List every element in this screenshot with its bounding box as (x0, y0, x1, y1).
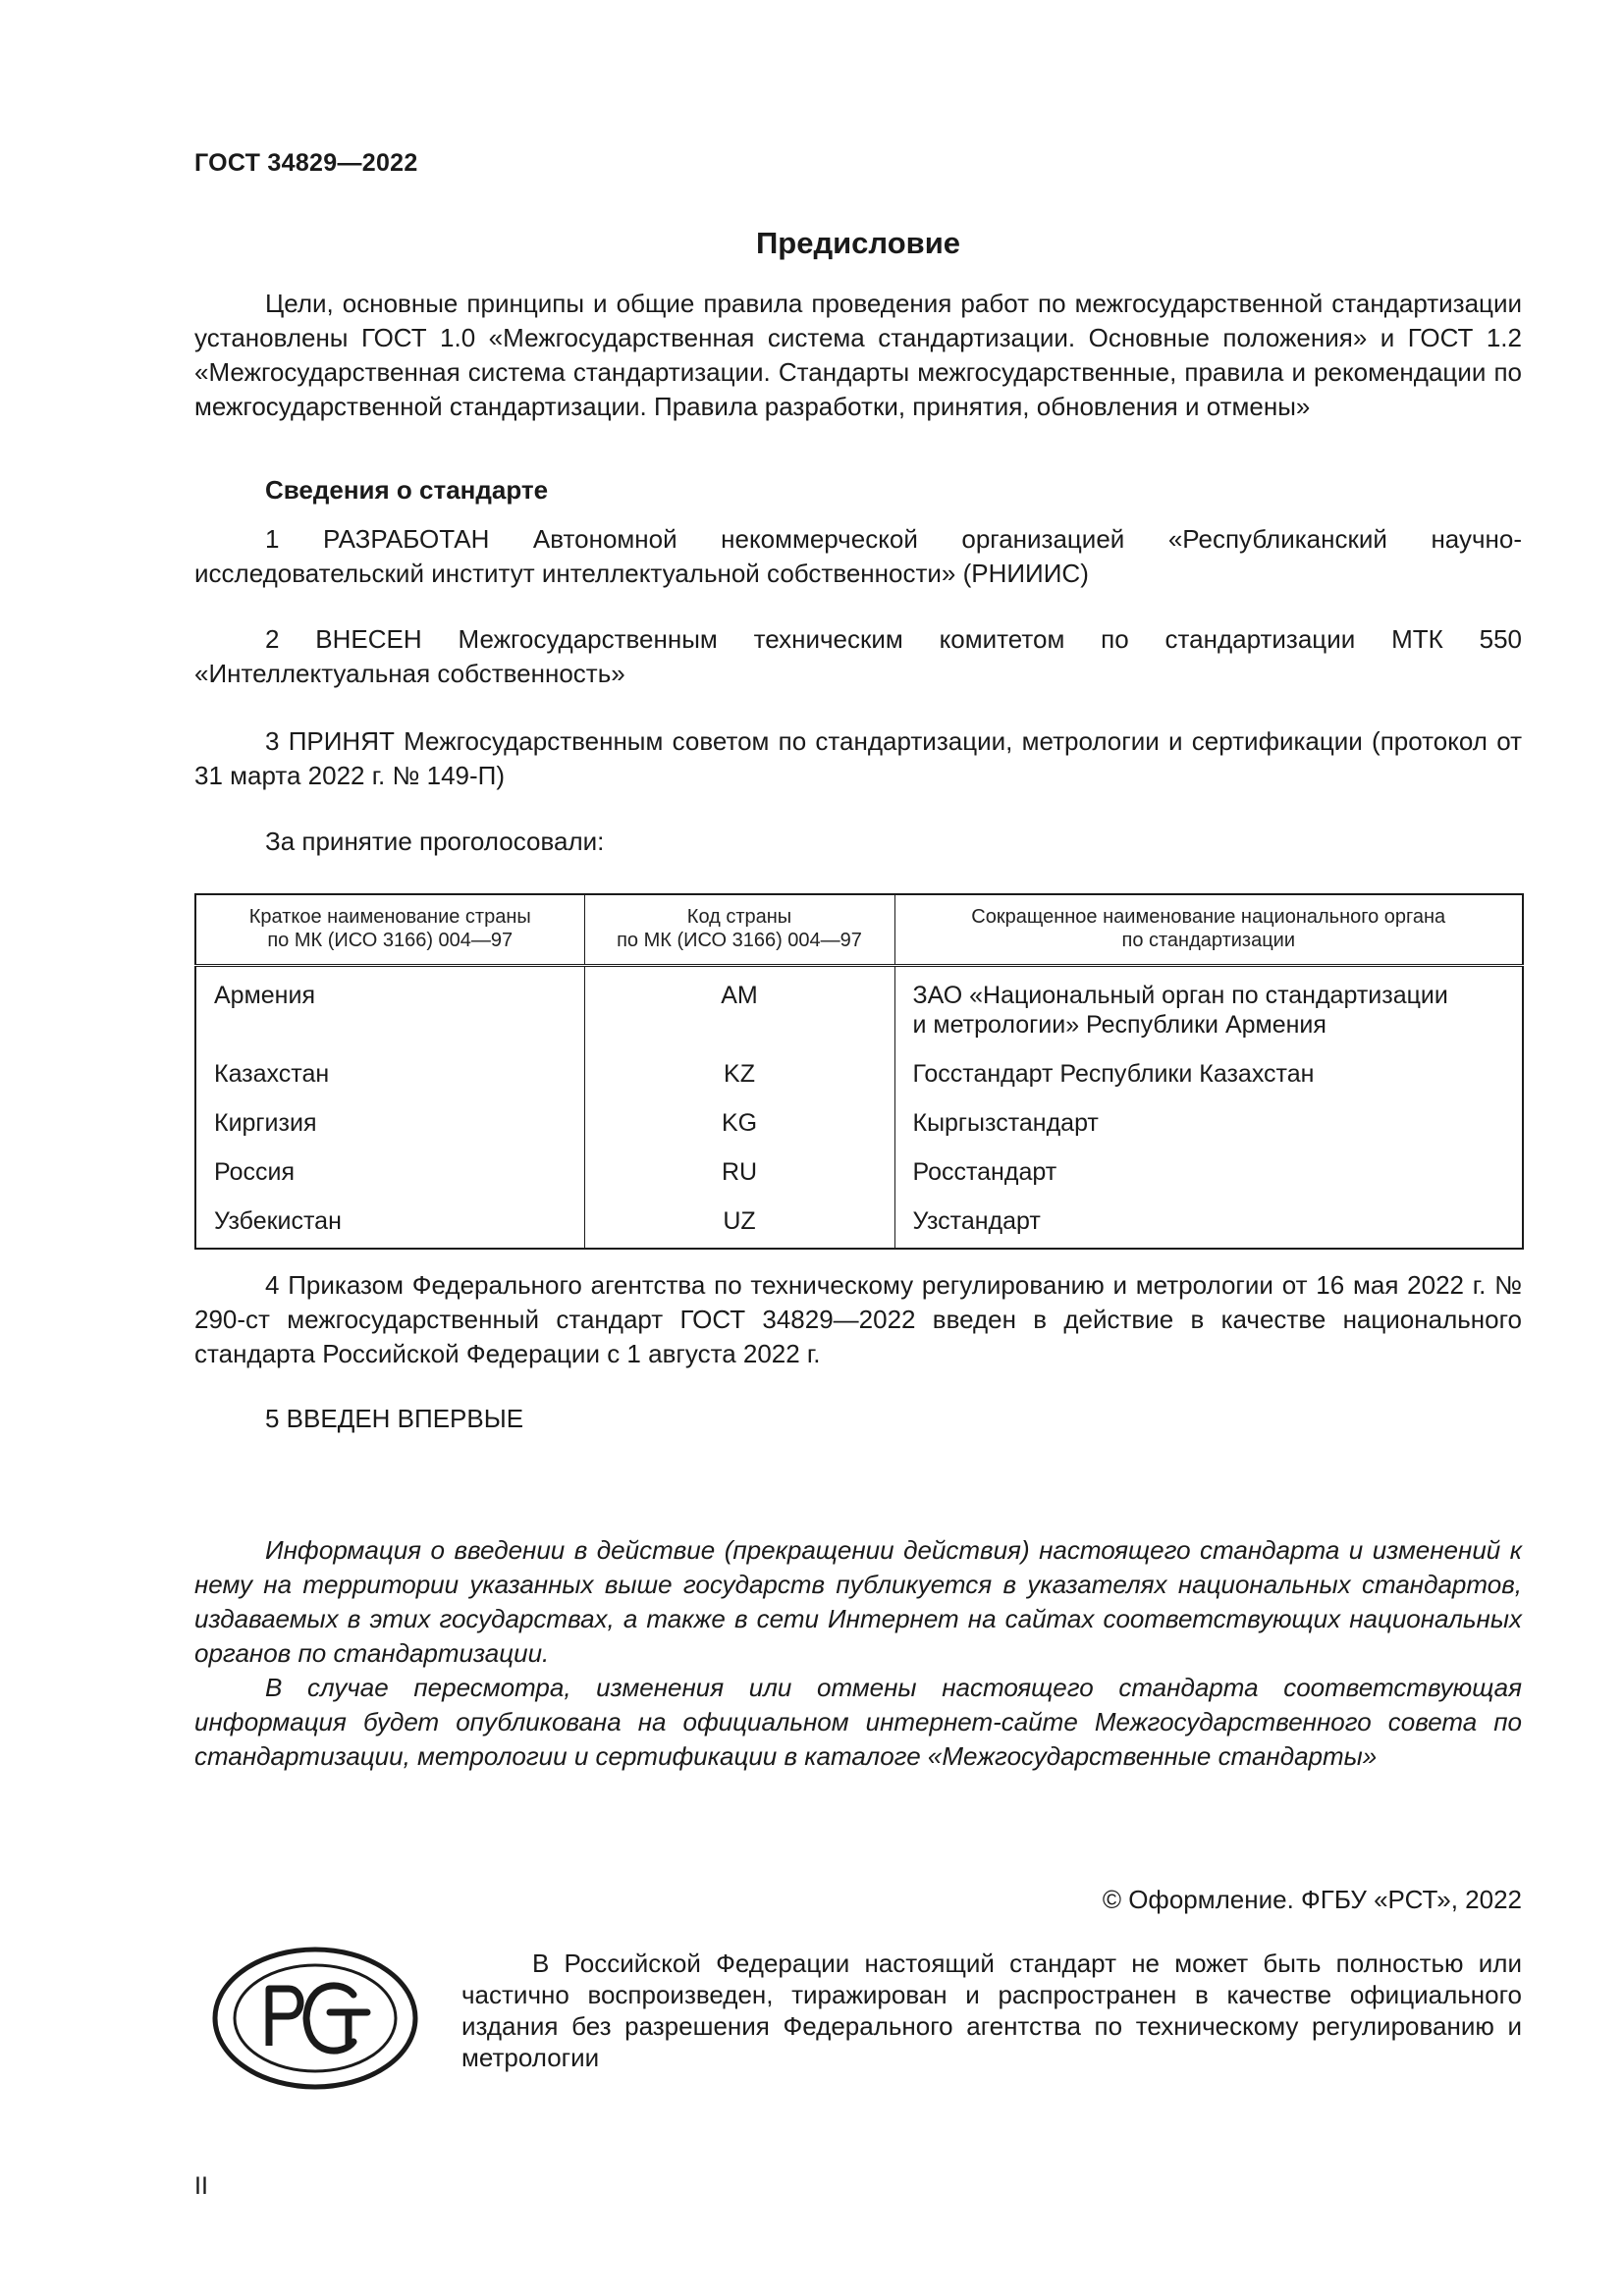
table-row (195, 1040, 1523, 1089)
page-number: II (194, 2172, 208, 2200)
table-row (195, 1089, 1523, 1138)
table-row (195, 1187, 1523, 1249)
cell-country: Россия (214, 1158, 295, 1186)
table-header-row (195, 894, 1523, 966)
item-introduced-by: 2 ВНЕСЕН Межгосударственным техническим комитетом по стандартизации МТК 550 «Интеллектуальная собственность» (194, 624, 1522, 688)
cell-code: RU (584, 1138, 894, 1187)
rst-logo (210, 1944, 420, 2098)
item-adopted: 3 ПРИНЯТ Межгосударственным советом по стандартизации, метрологии и сертификации (протокол от 31 марта 2022 г. № 149-П) (194, 726, 1522, 790)
header-country: Краткое наименование страны по МК (ИСО 3166) 004—97 (195, 894, 584, 966)
cell-body: Кыргызстандарт (894, 1089, 1523, 1138)
cell-body: Росстандарт (894, 1138, 1523, 1187)
cell-country: Узбекистан (214, 1207, 342, 1235)
doc-code: ГОСТ 34829—2022 (194, 149, 418, 177)
cell-country: Киргизия (214, 1109, 317, 1137)
cell-body: Узстандарт (894, 1187, 1523, 1249)
item-developed: 1 РАЗРАБОТАН Автономной некоммерческой организацией «Республиканский научно-исследовательский институт интеллектуальной собственности» (РНИИИС) (194, 524, 1522, 588)
cell-code: KG (584, 1089, 894, 1138)
section-subhead: Сведения о стандарте (265, 475, 549, 505)
info-paragraph-2: В случае пересмотра, изменения или отмены настоящего стандарта соответствующая информация будет опубликована на официальном интернет-сайте Межгосударственного совета по стандартизации, метрологии и сертификации в каталоге «Межгосударственные стандарты» (194, 1673, 1522, 1771)
cell-code: UZ (584, 1187, 894, 1249)
page-title: Предисловие (755, 226, 960, 260)
header-body: Сокращенное наименование национального органа по стандартизации (894, 894, 1523, 966)
item-order: 4 Приказом Федерального агентства по техническому регулированию и метрологии от 16 мая 2022 г. № 290-ст межгосударственный стандарт ГОСТ 34829—2022 введен в действие в качестве национального стандарта Российской Федерации с 1 августа 2022 г. (194, 1270, 1522, 1368)
item-first-time: 5 ВВЕДЕН ВПЕРВЫЕ (265, 1404, 524, 1433)
cell-code: AM (584, 966, 894, 1041)
voted-label: За принятие проголосовали: (265, 827, 605, 856)
copyright: © Оформление. ФГБУ «РСТ», 2022 (1102, 1885, 1522, 1914)
intro-paragraph: Цели, основные принципы и общие правила проведения работ по межгосударственной стандартизации установлены ГОСТ 1.0 «Межгосударственная система стандартизации. Основные положения» и ГОСТ 1.2 «Межгосударственная система стандартизации. Стандарты межгосударственные, правила и рекомендации по межгосударственной стандартизации. Правила разработки, принятия, обновления и отмены» (194, 289, 1522, 421)
table-row (195, 966, 1523, 1041)
cell-body: ЗАО «Национальный орган по стандартизации и метрологии» Республики Армения (894, 966, 1523, 1041)
rst-mark-icon (210, 1944, 420, 2093)
member-states-table (194, 893, 1524, 1250)
cell-code: KZ (584, 1040, 894, 1089)
cell-country: Казахстан (214, 1060, 330, 1088)
info-paragraph-1: Информация о введении в действие (прекращении действия) настоящего стандарта и изменений к нему на территории указанных выше государств публикуется в указателях национальных стандартов, издаваемых в этих государствах, а также в сети Интернет на сайтах соответствующих национальных органов по стандартизации. (194, 1535, 1522, 1668)
cell-body: Госстандарт Республики Казахстан (894, 1040, 1523, 1089)
header-code: Код страны по МК (ИСО 3166) 004—97 (584, 894, 894, 966)
copyright-notice: В Российской Федерации настоящий стандарт не может быть полностью или частично воспроизведен, тиражирован и распространен в качестве официального издания без разрешения Федерального агентства по техническому регулированию и метрологии (461, 1949, 1522, 2072)
table-row (195, 1138, 1523, 1187)
cell-country: Армения (214, 982, 315, 1009)
